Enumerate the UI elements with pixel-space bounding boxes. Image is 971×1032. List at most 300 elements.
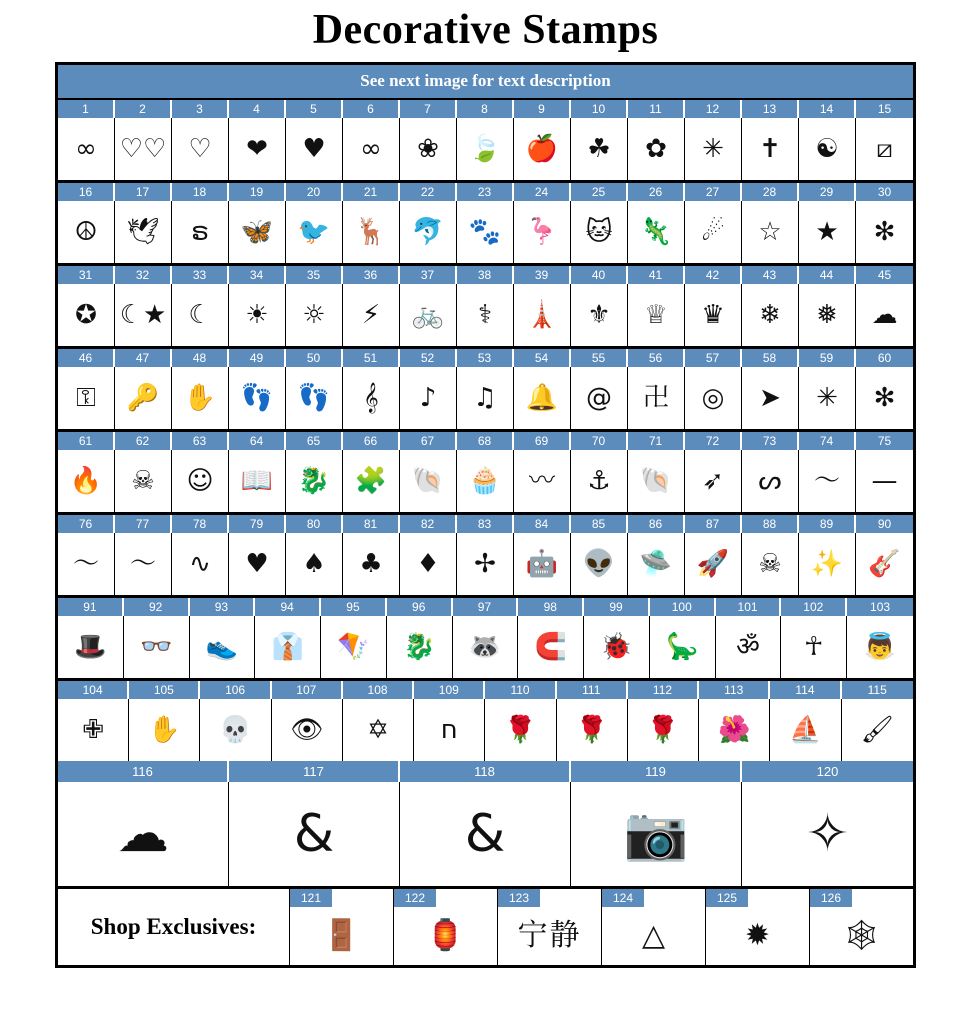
- stamp-number: 3: [172, 100, 229, 118]
- infinity-hearts-icon: ∞: [75, 134, 97, 165]
- stamp-cell-infinity-hearts[interactable]: [58, 118, 115, 180]
- stamp-cell-rocket[interactable]: [685, 533, 742, 595]
- icon-row: [58, 284, 913, 346]
- stamp-cell-spiral-swirl[interactable]: [571, 367, 628, 429]
- stamp-catalog-page: [0, 8, 971, 1032]
- stamp-cell-long-stem-rose[interactable]: [557, 699, 628, 761]
- stamp-cell-beamed-notes[interactable]: [457, 367, 514, 429]
- stamp-cell-bell[interactable]: [514, 367, 571, 429]
- kite-icon: 🪁: [337, 632, 370, 663]
- star-outline-icon: ☆: [758, 217, 782, 248]
- stamp-cell-flamingo[interactable]: [514, 201, 571, 263]
- stamp-number: 41: [628, 266, 685, 284]
- stamp-number: 122: [394, 889, 436, 907]
- arrow-cursor-icon: ➤: [759, 383, 781, 414]
- stamp-cell-crown[interactable]: [685, 284, 742, 346]
- stamp-number: 11: [628, 100, 685, 118]
- smiley-face-icon: ☺: [186, 466, 214, 497]
- stamp-cell-key[interactable]: [115, 367, 172, 429]
- stamp-cell-open-book[interactable]: [229, 450, 286, 512]
- triquetra-icon: ⧄: [876, 134, 893, 165]
- icon-row: [58, 616, 913, 678]
- stamp-cell-camera[interactable]: [571, 782, 742, 886]
- eiffel-tower-icon: 🗼: [525, 300, 559, 331]
- seahorse-icon: 🐉: [297, 466, 331, 497]
- stamp-cell-bicycle[interactable]: [400, 284, 457, 346]
- stamp-cell-ankh[interactable]: [781, 616, 847, 678]
- stamp-number: 38: [457, 266, 514, 284]
- stamp-number: 34: [229, 266, 286, 284]
- stamp-block: [58, 681, 913, 761]
- stamp-cell-sunrise[interactable]: [286, 284, 343, 346]
- number-row: [58, 100, 913, 118]
- stamp-number: 97: [453, 598, 519, 616]
- stamp-cell-smiley-face[interactable]: [172, 450, 229, 512]
- crown-icon: ♛: [701, 300, 725, 331]
- stamp-number: 18: [172, 183, 229, 201]
- stamp-number: 68: [457, 432, 514, 450]
- stamp-cell-cloud[interactable]: [856, 284, 913, 346]
- stamp-cell-swirl-heart[interactable]: [286, 118, 343, 180]
- caduceus-icon: ⚕: [477, 300, 493, 331]
- stamp-number: 39: [514, 266, 571, 284]
- small-flower-icon: ✻: [873, 217, 896, 248]
- stamp-cell-compass-rose-large[interactable]: [742, 782, 913, 886]
- stamp-block: [58, 266, 913, 349]
- wavy-line-icon: ～: [129, 549, 156, 580]
- stamp-number: 117: [229, 761, 400, 782]
- stamp-number: 80: [286, 515, 343, 533]
- stamp-cell-six-point-star[interactable]: [856, 367, 913, 429]
- stamp-cell-double-heart[interactable]: [115, 118, 172, 180]
- stamp-cell-asterisk-star[interactable]: [799, 367, 856, 429]
- stamp-number: 6: [343, 100, 400, 118]
- stamp-cell-necktie[interactable]: [255, 616, 321, 678]
- shop-exclusive-icon-wrap: [602, 907, 705, 965]
- stamp-cell-snowflake-star[interactable]: [685, 118, 742, 180]
- stamp-cell-eighth-note[interactable]: [400, 367, 457, 429]
- icon-row: [58, 201, 913, 263]
- stamp-cell-angel[interactable]: [847, 616, 913, 678]
- key-icon: 🔑: [126, 383, 160, 414]
- icon-row: [58, 367, 913, 429]
- stamp-number: 14: [799, 100, 856, 118]
- stamp-cell-dragon[interactable]: [387, 616, 453, 678]
- hamsa-icon: ✋: [148, 715, 181, 746]
- stamp-cell-rose-blossom[interactable]: [485, 699, 556, 761]
- stamp-cell-puzzle-piece[interactable]: [343, 450, 400, 512]
- stamp-cell-fedora-hat[interactable]: [58, 616, 124, 678]
- stamp-cell-double-swirl[interactable]: [172, 533, 229, 595]
- stamp-number: 74: [799, 432, 856, 450]
- dream-catcher-icon: 🕸: [842, 918, 881, 954]
- shop-exclusive-cells: [290, 889, 913, 965]
- angel-icon: 👼: [863, 632, 897, 663]
- deathly-hallows-icon: △: [641, 918, 666, 954]
- heart-outline-icon: ♡: [188, 134, 212, 165]
- stamp-cell-star-filled[interactable]: [799, 201, 856, 263]
- stamp-cell-apple[interactable]: [514, 118, 571, 180]
- stamp-cell-hamsa-hand[interactable]: [172, 367, 229, 429]
- treble-clef-icon: 𝄞: [363, 383, 379, 414]
- squiggle-line-icon: 〜: [72, 549, 99, 580]
- horseshoe-icon: 🧲: [534, 632, 567, 663]
- stamp-cell-anchor[interactable]: [571, 450, 628, 512]
- stamp-number: 106: [200, 681, 271, 699]
- stamp-number: 95: [321, 598, 387, 616]
- stamp-cell-hibiscus[interactable]: [699, 699, 770, 761]
- stamp-number: 126: [810, 889, 852, 907]
- stamp-cell-paw-print[interactable]: [457, 201, 514, 263]
- stamp-cell-diamond-suit[interactable]: [400, 533, 457, 595]
- stamp-cell-wave[interactable]: [514, 450, 571, 512]
- stamp-cell-star-of-david[interactable]: [343, 699, 414, 761]
- hibiscus-icon: 🌺: [718, 715, 751, 746]
- stamp-cell-arrow[interactable]: [685, 450, 742, 512]
- celtic-cross-icon: ✙: [82, 715, 105, 746]
- stamp-cell-spiral[interactable]: [685, 367, 742, 429]
- stamp-cell-rose-flower[interactable]: [628, 699, 699, 761]
- shooting-star-icon: ☄: [701, 217, 725, 248]
- stamp-cell-treble-clef[interactable]: [343, 367, 400, 429]
- stamp-number: 125: [706, 889, 748, 907]
- stamp-cell-flying-bird[interactable]: [286, 201, 343, 263]
- number-row: [58, 349, 913, 367]
- stamp-cell-swallow-bird[interactable]: [115, 201, 172, 263]
- stamp-number: 83: [457, 515, 514, 533]
- four-leaf-clover-icon: ✿: [645, 134, 667, 165]
- star-of-david-icon: ✡: [367, 715, 389, 746]
- seahorse-two-icon: 🐚: [411, 466, 445, 497]
- hamsa-hand-icon: ✋: [183, 383, 217, 414]
- stamp-number: 31: [58, 266, 115, 284]
- butterfly-icon: 🦋: [240, 217, 274, 248]
- lantern-box-icon: 🏮: [426, 918, 465, 954]
- stamp-number: 90: [856, 515, 913, 533]
- stamp-cell-small-heart[interactable]: [229, 118, 286, 180]
- stamp-number: 26: [628, 183, 685, 201]
- stamp-cell-flame[interactable]: [58, 450, 115, 512]
- stamp-number: 94: [255, 598, 321, 616]
- stamp-cell-flourish-swirl[interactable]: [742, 450, 799, 512]
- stamp-cell-wavy-line[interactable]: [115, 533, 172, 595]
- stamp-number: 86: [628, 515, 685, 533]
- sunrise-icon: ☼: [302, 300, 326, 331]
- stamp-block-shop-exclusives: [58, 889, 913, 965]
- stamp-number: 49: [229, 349, 286, 367]
- anchor-icon: ⚓: [587, 466, 611, 497]
- stamp-cell-ladybug-pendant[interactable]: [584, 616, 650, 678]
- stamp-number: 100: [650, 598, 716, 616]
- stamp-number: 12: [685, 100, 742, 118]
- stamp-number: 123: [498, 889, 540, 907]
- stamp-cell-yin-yang[interactable]: [799, 118, 856, 180]
- stamp-cell-straight-line[interactable]: [856, 450, 913, 512]
- stamp-cell-sun[interactable]: [229, 284, 286, 346]
- dinosaur-icon: 🦕: [666, 632, 699, 663]
- stamp-cell-paint-supplies[interactable]: [842, 699, 913, 761]
- shop-exclusive-icon-wrap: [810, 907, 913, 965]
- stamp-cell-small-flower[interactable]: [856, 201, 913, 263]
- stamp-number: 44: [799, 266, 856, 284]
- lightning-bolt-icon: ⚡: [361, 300, 381, 331]
- stamp-cell-heart-outline[interactable]: [172, 118, 229, 180]
- stamp-number: 32: [115, 266, 172, 284]
- stamp-cell-eiffel-tower[interactable]: [514, 284, 571, 346]
- seashell-icon: 🐚: [639, 466, 673, 497]
- stamp-number: 15: [856, 100, 913, 118]
- stamp-block: [58, 515, 913, 598]
- stamp-number: 37: [400, 266, 457, 284]
- stamp-cell-sailing-ship[interactable]: [770, 699, 841, 761]
- stamp-number: 62: [115, 432, 172, 450]
- shop-exclusive-cell-serenity-chinese-characters[interactable]: [498, 889, 602, 965]
- stamp-cell-shamrock-clover[interactable]: [571, 118, 628, 180]
- stamp-cell-cross[interactable]: [742, 118, 799, 180]
- stamp-cell-snake[interactable]: [172, 201, 229, 263]
- stamp-number: 2: [115, 100, 172, 118]
- raccoon-icon: 🦝: [468, 632, 502, 663]
- stamp-cell-dinosaur[interactable]: [650, 616, 716, 678]
- stamp-cell-fleur-de-lis[interactable]: [571, 284, 628, 346]
- compass-rose-large-icon: ✧: [805, 804, 850, 865]
- stamp-number: 47: [115, 349, 172, 367]
- stamp-number: 107: [272, 681, 343, 699]
- stamp-number: 23: [457, 183, 514, 201]
- stamp-cell-sugar-skull[interactable]: [200, 699, 271, 761]
- spiral-icon: ◎: [701, 383, 725, 414]
- stamp-cell-infinity[interactable]: [343, 118, 400, 180]
- stamp-number: 57: [685, 349, 742, 367]
- stamp-cell-flourish-line[interactable]: [799, 450, 856, 512]
- stamp-cell-nautical-star[interactable]: [58, 284, 115, 346]
- stamp-cell-horseshoe[interactable]: [518, 616, 584, 678]
- swallow-bird-icon: 🕊: [126, 217, 160, 248]
- stamp-number: 42: [685, 266, 742, 284]
- stamp-number: 60: [856, 349, 913, 367]
- stamp-cell-square-spiral[interactable]: [628, 367, 685, 429]
- stamp-cell-four-leaf-clover[interactable]: [628, 118, 685, 180]
- stamp-number: 110: [485, 681, 556, 699]
- stamp-number: 28: [742, 183, 799, 201]
- stamp-cell-lightning-bolt[interactable]: [343, 284, 400, 346]
- bicycle-icon: 🚲: [411, 300, 445, 331]
- open-book-icon: 📖: [240, 466, 274, 497]
- stamp-cell-raccoon[interactable]: [453, 616, 519, 678]
- stamp-cell-hamsa[interactable]: [129, 699, 200, 761]
- star-filled-icon: ★: [815, 217, 839, 248]
- stamp-cell-leaf[interactable]: [457, 118, 514, 180]
- stamp-cell-running-deer[interactable]: [343, 201, 400, 263]
- stamp-cell-snowflake[interactable]: [742, 284, 799, 346]
- stamp-number: 46: [58, 349, 115, 367]
- stamp-cell-bold-ampersand[interactable]: [400, 782, 571, 886]
- stamp-block: [58, 598, 913, 681]
- stamp-cell-chai-symbol[interactable]: [414, 699, 485, 761]
- stamp-cell-seahorse[interactable]: [286, 450, 343, 512]
- stamp-number: 45: [856, 266, 913, 284]
- stamp-cell-skeleton-key[interactable]: [58, 367, 115, 429]
- beamed-notes-icon: ♫: [473, 383, 497, 414]
- stamp-cell-spade-suit[interactable]: [286, 533, 343, 595]
- lizard-icon: 🦎: [639, 217, 673, 248]
- flourish-swirl-icon: ᔕ: [758, 466, 782, 497]
- stamp-number: 70: [571, 432, 628, 450]
- stamp-number: 61: [58, 432, 115, 450]
- crescent-moon-icon: ☾: [188, 300, 212, 331]
- stamp-sheet: [55, 62, 916, 968]
- stamp-cell-cloud-frame[interactable]: [58, 782, 229, 886]
- stamp-cell-skull-crossbones-two[interactable]: [742, 533, 799, 595]
- snake-icon: ຣ: [191, 217, 209, 248]
- stamp-cell-skull-and-crossbones[interactable]: [115, 450, 172, 512]
- six-point-star-icon: ✻: [873, 383, 896, 414]
- stamp-number: 21: [343, 183, 400, 201]
- stamp-number: 50: [286, 349, 343, 367]
- footprint-icon: 👣: [240, 383, 274, 414]
- stamp-cell-kite[interactable]: [321, 616, 387, 678]
- stamp-cell-seahorse-two[interactable]: [400, 450, 457, 512]
- stamp-number: 124: [602, 889, 644, 907]
- stamp-number: 48: [172, 349, 229, 367]
- stamp-number: 84: [514, 515, 571, 533]
- flamingo-icon: 🦩: [525, 217, 559, 248]
- cloud-icon: ☁: [871, 300, 898, 331]
- stamp-cell-peace-sign[interactable]: [58, 201, 115, 263]
- stamp-number: 103: [847, 598, 913, 616]
- stamp-cell-butterfly[interactable]: [229, 201, 286, 263]
- stamp-cell-cupcake[interactable]: [457, 450, 514, 512]
- stamp-number: 91: [58, 598, 124, 616]
- double-heart-icon: ♡♡: [119, 134, 167, 165]
- rose-blossom-icon: 🌹: [504, 715, 537, 746]
- stamp-cell-eyeglasses[interactable]: [124, 616, 190, 678]
- stamp-cell-compass-rose[interactable]: [457, 533, 514, 595]
- stamp-number: 53: [457, 349, 514, 367]
- stamp-cell-seashell[interactable]: [628, 450, 685, 512]
- shop-exclusive-cell-lantern-box[interactable]: [394, 889, 498, 965]
- stamp-cell-lizard[interactable]: [628, 201, 685, 263]
- eyeglasses-icon: 👓: [139, 632, 173, 663]
- stamp-cell-robot[interactable]: [514, 533, 571, 595]
- bold-ampersand-icon: &: [464, 804, 506, 865]
- icon-row-large: [58, 782, 913, 886]
- chai-symbol-icon: ח: [440, 715, 458, 746]
- number-row: [58, 681, 913, 699]
- stamp-number: 77: [115, 515, 172, 533]
- stamp-number: 109: [414, 681, 485, 699]
- flying-bird-icon: 🐦: [297, 217, 331, 248]
- sailing-ship-icon: ⛵: [789, 715, 822, 746]
- stamp-number: 4: [229, 100, 286, 118]
- leaf-icon: 🍃: [468, 134, 502, 165]
- stamp-cell-baby-footprint[interactable]: [286, 367, 343, 429]
- stamp-cell-guitar[interactable]: [856, 533, 913, 595]
- stamp-cell-squiggle-line[interactable]: [58, 533, 115, 595]
- stamp-cell-club-suit[interactable]: [343, 533, 400, 595]
- stamp-number: 5: [286, 100, 343, 118]
- shop-exclusive-icon-wrap: [290, 907, 393, 965]
- stamp-number: 108: [343, 681, 414, 699]
- leaping-dolphin-icon: 🐬: [411, 217, 445, 248]
- stamp-cell-sneaker[interactable]: [190, 616, 256, 678]
- description-banner: See next image for text description: [58, 65, 913, 100]
- shop-exclusive-cell-anti-possession-symbol[interactable]: [706, 889, 810, 965]
- stamp-cell-snowflake-two[interactable]: [799, 284, 856, 346]
- shop-exclusive-cell-dream-catcher[interactable]: [810, 889, 913, 965]
- stamp-cell-celtic-cross[interactable]: [58, 699, 129, 761]
- alien-head-icon: 👽: [582, 549, 616, 580]
- stamp-number: 101: [716, 598, 782, 616]
- icon-row: [58, 699, 913, 761]
- icon-row: [58, 533, 913, 595]
- stamp-block-large: [58, 761, 913, 889]
- swirl-heart-icon: ♥: [302, 134, 326, 165]
- eye-of-horus-icon: 👁: [290, 715, 324, 746]
- stamp-cell-shooting-star[interactable]: [685, 201, 742, 263]
- stamp-number: 102: [781, 598, 847, 616]
- stamp-number: 30: [856, 183, 913, 201]
- anti-possession-symbol-icon: ✹: [744, 918, 771, 954]
- shop-exclusive-cell-deathly-hallows[interactable]: [602, 889, 706, 965]
- stamp-number: 51: [343, 349, 400, 367]
- stamp-cell-caduceus[interactable]: [457, 284, 514, 346]
- stamp-cell-star-outline[interactable]: [742, 201, 799, 263]
- stamp-cell-cat-face[interactable]: [571, 201, 628, 263]
- necktie-icon: 👔: [271, 632, 304, 663]
- stamp-cell-tiara[interactable]: [628, 284, 685, 346]
- stamp-number: 72: [685, 432, 742, 450]
- stamp-number: 114: [770, 681, 841, 699]
- stamp-cell-crescent-moon[interactable]: [172, 284, 229, 346]
- icon-row: [58, 450, 913, 512]
- stamp-cell-leaping-dolphin[interactable]: [400, 201, 457, 263]
- stamp-number: 75: [856, 432, 913, 450]
- stamp-number: 119: [571, 761, 742, 782]
- paw-print-icon: 🐾: [468, 217, 502, 248]
- stamp-cell-magic-wand[interactable]: [799, 533, 856, 595]
- stamp-number: 63: [172, 432, 229, 450]
- stamp-number: 89: [799, 515, 856, 533]
- stamp-cell-footprint[interactable]: [229, 367, 286, 429]
- double-swirl-icon: ∿: [189, 549, 211, 580]
- stamp-block: [58, 432, 913, 515]
- stamp-cell-lotus-flower[interactable]: [400, 118, 457, 180]
- stamp-number: 9: [514, 100, 571, 118]
- stamp-cell-arrow-cursor[interactable]: [742, 367, 799, 429]
- snowflake-icon: ❄: [759, 300, 781, 331]
- stamp-cell-heart-suit[interactable]: [229, 533, 286, 595]
- stamp-cell-ufo[interactable]: [628, 533, 685, 595]
- flourish-line-icon: 〜: [813, 466, 840, 497]
- stamp-cell-om-symbol[interactable]: [716, 616, 782, 678]
- police-box-icon: 🚪: [322, 918, 361, 954]
- stamp-cell-eye-of-horus[interactable]: [272, 699, 343, 761]
- stamp-cell-triquetra[interactable]: [856, 118, 913, 180]
- arrow-icon: ➶: [702, 466, 724, 497]
- club-suit-icon: ♣: [359, 549, 383, 580]
- shop-exclusive-cell-police-box[interactable]: [290, 889, 394, 965]
- stamp-number: 113: [699, 681, 770, 699]
- stamp-cell-alien-head[interactable]: [571, 533, 628, 595]
- stamp-number: 88: [742, 515, 799, 533]
- stamp-number: 99: [584, 598, 650, 616]
- rocket-icon: 🚀: [696, 549, 730, 580]
- yin-yang-icon: ☯: [815, 134, 839, 165]
- dragon-icon: 🐉: [403, 632, 436, 663]
- stamp-cell-moon-and-star[interactable]: [115, 284, 172, 346]
- stamp-cell-fancy-ampersand[interactable]: [229, 782, 400, 886]
